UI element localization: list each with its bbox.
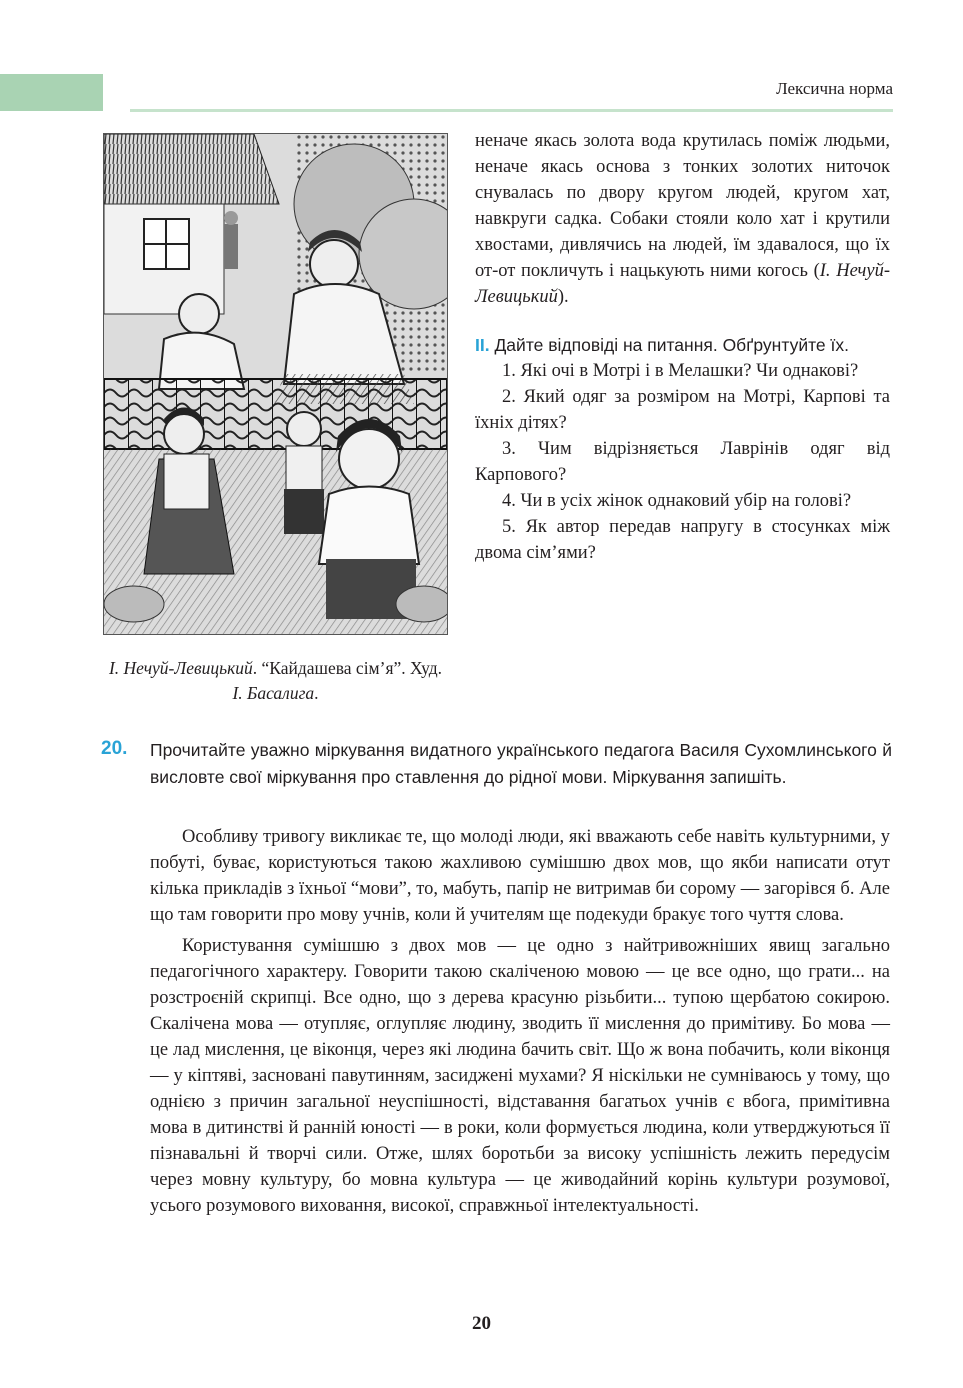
passage-text: неначе якась золота вода крутилась поміж людьми, неначе якась основа з тонких золотих ниточок снувалась по двору кругом людей, кругом хат, навкруги садка. Собаки стояли коло хат і крутили хвостами, дивлячись на людей, їм здавалося, що їх от-от покличуть і нацькують ними когось ( — [475, 131, 890, 281]
engraving-picture — [104, 134, 447, 634]
task-ii-heading — [475, 332, 890, 358]
quote-text — [150, 824, 890, 1224]
question-item: 4. Чи в усіх жінок однаковий убір на голові? — [502, 491, 852, 511]
exercise-instruction: Прочитайте уважно міркування видатного українського педагога Василя Сухомлинського й висловте свої міркування про ставлення до рідної мови. Міркування запишіть. — [150, 740, 892, 787]
chapter-color-tab — [0, 74, 103, 111]
right-column — [475, 128, 890, 566]
caption-title: . “Кайдашева сім’я”. Худ. — [252, 658, 443, 678]
illustration-caption — [103, 656, 448, 706]
exercise-number: 20. — [101, 738, 128, 759]
book-illustration — [103, 133, 448, 635]
running-title: Лексична норма — [776, 79, 893, 98]
question-item: 3. Чим відрізняється Лаврінів одяг від Карпового? — [475, 439, 890, 485]
caption-end: . — [314, 683, 319, 703]
quote-paragraph: Користування сумішшю з двох мов — це одно з найтривожніших явищ загально педагогічного характеру. Говорити такою скаліченою мовою — це все одно, що грати... на розстроєній скрипці. Все одно, що з дерева красуню різьбити... тупою щербатою сокирою. Скалічена мова — отупляє, оглупляє людину, зводить її мислення до примітиву. Бо мова — це лад мислення, це віконця, через які людина бачить світ. Що ж вона побачить, коли віконця — у кіптяві, заснованi павутинням, засиджені мухами? Я нiскільки не сумніваюсь у тому, що однією з причин загальної неуспішності, відставання багатьох учнів є вбога, примітивна мова в дитинстві й ранній юності — в роки, коли формується людина, коли утверджуються її пізнавальні й творчі сили. Отже, шлях боротьби за високу успішність лежить передусім через мовну культуру, бо мовна культура — це живодайний корінь культури розумової, усього розумового виховання, високої, справжньої інтелектуальності. — [150, 936, 890, 1216]
passage-author: І. Нечуй-Левицький — [475, 261, 891, 307]
passage-close: ). — [557, 287, 569, 307]
quote-paragraph: Особливу тривогу викликає те, що молоді люди, які вважають себе навіть культурними, у побуті, буває, користуються такою жахливою сумішшю двох мов, що якби написати отут кілька прикладів з їхньої “мови”, то, мабуть, папір не витримав би сорому — загорівся б. Але що там говорити про мову учнів, коли й учителям ще подекуди бракує того чуття слова. — [150, 827, 890, 925]
passage-ending — [475, 128, 890, 310]
caption-author: І. Нечуй-Левицький — [108, 658, 253, 678]
page-number: 20 — [472, 1313, 491, 1334]
caption-artist: І. Басалига — [232, 683, 315, 703]
question-item: 1. Які очі в Мотрі і в Мелашки? Чи однакові? — [502, 361, 859, 381]
question-item: 5. Як автор передав напругу в стосунках між двома сім’ями? — [475, 517, 890, 563]
question-item: 2. Який одяг за розміром на Мотрі, Карпові та їхніх дітях? — [475, 387, 890, 433]
task-ii-number: ІІ. — [475, 335, 490, 355]
header-rule — [130, 109, 893, 112]
task-ii-instruction: Дайте відповіді на питання. Обґрунтуйте їх. — [489, 335, 849, 355]
